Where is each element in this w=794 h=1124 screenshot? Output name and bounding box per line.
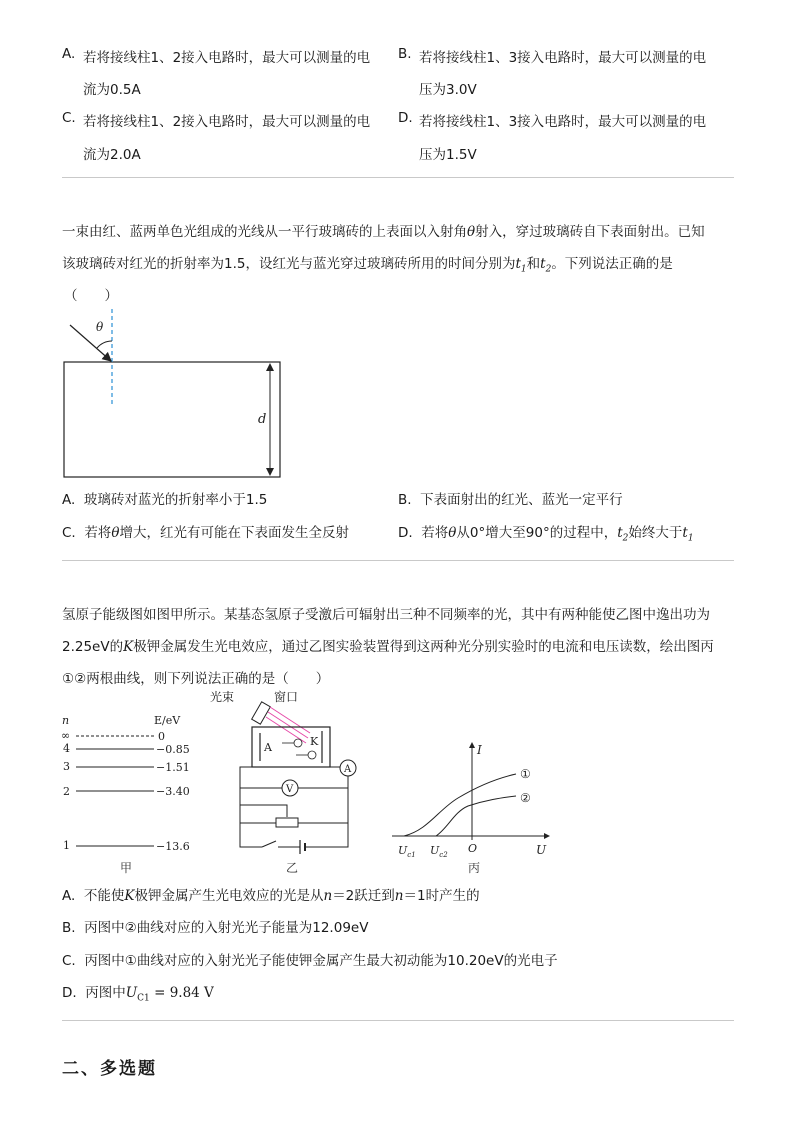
u-label: U	[536, 843, 547, 857]
level-n: 4	[63, 742, 70, 755]
hydrogen-option-d	[62, 981, 214, 1004]
stem-text: 极钾金属发生光电效应，通过乙图实验装置得到这两种光分别实验时的电流和电压读数，绘出图丙	[133, 639, 714, 655]
stem-text: 。下列说法正确的是	[551, 256, 673, 272]
level-n: 3	[63, 760, 70, 773]
t2-subscript: 2	[622, 533, 629, 544]
figure-caption: 乙	[286, 861, 299, 875]
level-e: 0	[158, 730, 165, 743]
level-e: −1.51	[156, 761, 190, 774]
uc1-label	[398, 844, 416, 859]
uc2-label	[430, 844, 448, 859]
option-text: ＝1时产生的	[403, 888, 480, 904]
u-symbol: U	[125, 985, 138, 1001]
option-text: 若将接线柱1、3接入电路时，最大可以测量的电	[419, 114, 707, 130]
wire	[305, 823, 348, 847]
option-label: C.	[62, 110, 76, 126]
glass-brick	[64, 362, 280, 477]
figure-caption: 丙	[468, 861, 481, 875]
glass-option-d	[398, 521, 694, 544]
option-label: B.	[398, 46, 412, 62]
option-label: C.	[62, 525, 76, 541]
option-label: C.	[62, 953, 76, 969]
ammeter-label: A	[344, 764, 352, 775]
option-text: 丙图中①曲线对应的入射光光子能使钾金属产生最大初动能为10.20eV的光电子	[84, 953, 558, 969]
glass-brick-figure	[60, 305, 290, 485]
switch	[262, 841, 276, 847]
option-text: 若将接线柱1、2接入电路时，最大可以测量的电	[83, 114, 371, 130]
option-text: ＝2跃迁到	[332, 888, 395, 904]
option-text: 玻璃砖对蓝光的折射率小于1.5	[83, 492, 268, 508]
electron	[308, 751, 316, 759]
stem-text: 该玻璃砖对红光的折射率为1.5，设红光与蓝光穿过玻璃砖所用的时间分别为	[62, 256, 516, 272]
theta-label: θ	[96, 320, 104, 334]
window-label: 窗口	[274, 690, 299, 704]
option-text: 流为0.5A	[83, 82, 141, 98]
light-ray	[270, 707, 310, 733]
t2-symbol: t	[540, 256, 546, 272]
curve-2	[436, 796, 516, 836]
option-text: 从0°增大至90°的过程中，	[456, 525, 618, 541]
option-text: 流为2.0A	[83, 147, 141, 163]
curve-1-label: ①	[520, 767, 531, 781]
light-beam-label: 光束	[210, 690, 235, 704]
option-text: 丙图中	[85, 985, 126, 1001]
d-label: d	[258, 412, 267, 427]
n-header: n	[62, 714, 70, 727]
n-symbol: n	[323, 888, 333, 904]
stem-text: 和	[526, 256, 541, 272]
theta-symbol: θ	[111, 525, 120, 541]
option-label: A.	[62, 888, 76, 904]
wire	[240, 767, 256, 841]
divider	[62, 560, 734, 561]
wire	[240, 841, 262, 847]
option-text: 若将接线柱1、2接入电路时，最大可以测量的电	[83, 50, 371, 66]
uc2-symbol: U	[430, 844, 440, 857]
n-symbol: n	[394, 888, 404, 904]
question-stem-line: ①②两根曲线，则下列说法正确的是（ ）	[62, 671, 330, 687]
k-symbol: K	[124, 888, 135, 904]
divider	[62, 177, 734, 178]
option-label: A.	[62, 46, 76, 62]
question-stem-line	[62, 252, 673, 275]
theta-symbol: θ	[448, 525, 457, 541]
glass-option-b	[398, 488, 623, 508]
u-subscript: C1	[137, 993, 150, 1004]
arrow-down	[266, 468, 274, 476]
electron	[294, 739, 302, 747]
option-text: = 9.84 V	[149, 985, 214, 1001]
option-label: A.	[62, 492, 76, 508]
stem-text: 一束由红、蓝两单色光组成的光线从一平行玻璃砖的上表面以入射角	[62, 224, 467, 240]
option-text: 若将	[84, 525, 112, 541]
window	[252, 702, 271, 724]
level-e: −3.40	[156, 785, 190, 798]
stem-text: 2.25eV的	[62, 639, 124, 655]
level-n: ∞	[61, 729, 71, 742]
glass-option-a	[62, 488, 267, 508]
e-header: E/eV	[154, 714, 181, 727]
level-e: −13.6	[156, 840, 190, 853]
i-label: I	[477, 743, 482, 757]
uc1-subscript: c1	[407, 851, 416, 859]
voltmeter-label: V	[286, 784, 294, 795]
uc2-subscript: c2	[439, 851, 448, 859]
energy-level-diagram	[58, 712, 208, 877]
answer-blank: （ ）	[64, 288, 118, 304]
cathode-label: K	[310, 735, 319, 748]
curve-1	[404, 774, 516, 836]
t2-subscript: 2	[545, 264, 552, 275]
i-axis-arrow	[469, 742, 475, 748]
uc1-symbol: U	[398, 844, 408, 857]
level-n: 1	[63, 839, 70, 852]
option-text: 压为3.0V	[419, 82, 477, 98]
arrow-up	[266, 363, 274, 371]
divider	[62, 1020, 734, 1021]
option-text: 压为1.5V	[419, 147, 477, 163]
level-n: 2	[63, 785, 70, 798]
stem-text: 射入，穿过玻璃砖自下表面射出。已知	[475, 224, 705, 240]
incident-ray	[70, 325, 111, 361]
hydrogen-option-c	[62, 949, 558, 969]
t2-symbol: t	[617, 525, 623, 541]
k-symbol: K	[123, 639, 134, 655]
option-text: 若将	[421, 525, 449, 541]
option-label: D.	[62, 985, 77, 1001]
t1-subscript: 1	[520, 264, 527, 275]
question-stem-line: 氢原子能级图如图甲所示。某基态氢原子受激后可辐射出三种不同频率的光，其中有两种能使乙图中逸出功为	[62, 607, 710, 623]
angle-arc	[97, 341, 112, 348]
t1-symbol: t	[515, 256, 521, 272]
option-label: D.	[398, 525, 413, 541]
wire	[326, 767, 348, 841]
photoelectric-circuit	[200, 685, 375, 877]
glass-option-c	[62, 521, 349, 541]
option-text: 极钾金属产生光电效应的光是从	[134, 888, 324, 904]
level-e: −0.85	[156, 743, 190, 756]
hydrogen-option-a	[62, 884, 480, 904]
t1-subscript: 1	[687, 533, 694, 544]
option-label: B.	[62, 920, 76, 936]
section-heading: 二、多选题	[62, 1059, 157, 1079]
iu-curve-figure	[388, 740, 558, 875]
option-text: 增大，红光有可能在下表面发生全反射	[119, 525, 349, 541]
theta-symbol: θ	[467, 224, 476, 240]
figure-caption: 甲	[120, 861, 133, 875]
option-text: 丙图中②曲线对应的入射光光子能量为12.09eV	[84, 920, 369, 936]
u-axis-arrow	[544, 833, 550, 839]
hydrogen-option-b	[62, 916, 368, 936]
option-text: 始终大于	[628, 525, 683, 541]
anode-label: A	[264, 741, 272, 754]
light-ray	[268, 712, 308, 738]
option-label: B.	[398, 492, 412, 508]
option-text: 若将接线柱1、3接入电路时，最大可以测量的电	[419, 50, 707, 66]
curve-2-label: ②	[520, 791, 531, 805]
option-text: 不能使	[83, 888, 125, 904]
t1-symbol: t	[682, 525, 688, 541]
wire	[240, 805, 287, 809]
rheostat	[276, 818, 298, 827]
question-stem-line	[62, 220, 705, 240]
option-text: 下表面射出的红光、蓝光一定平行	[420, 492, 623, 508]
option-label: D.	[398, 110, 413, 126]
question-stem-line	[62, 635, 714, 655]
origin-label: O	[468, 842, 478, 855]
